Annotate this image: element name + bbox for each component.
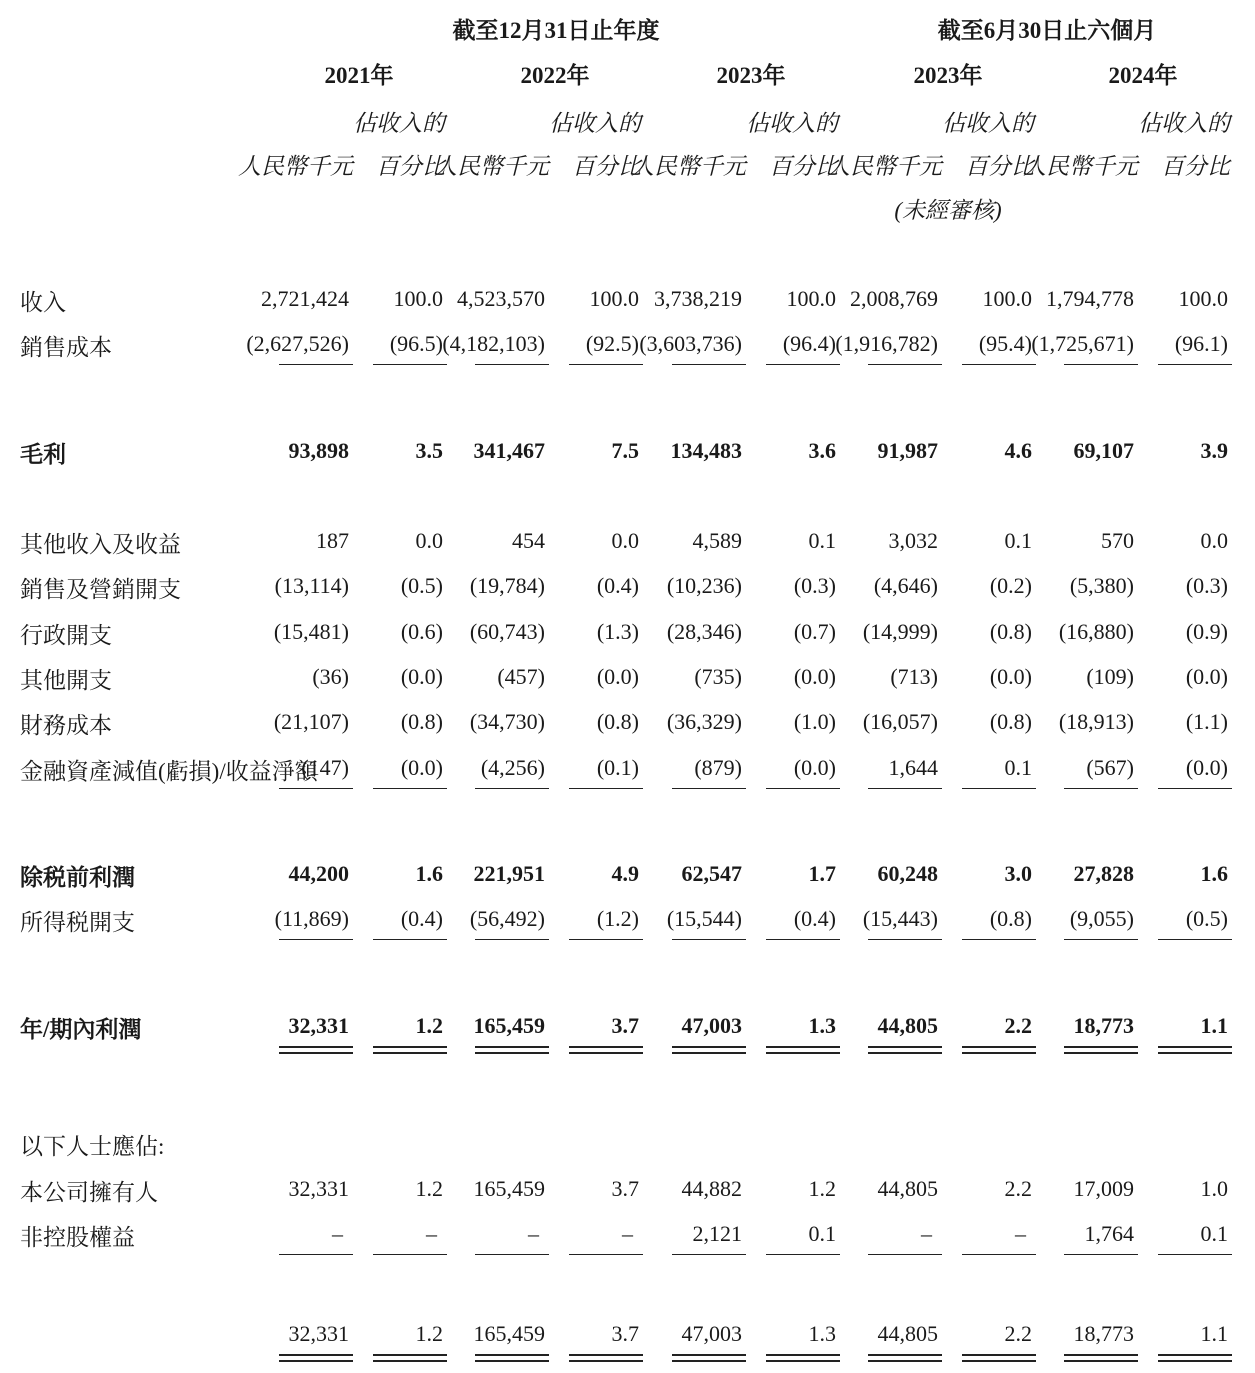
table-cell: 7.5 [611,438,639,463]
table-cell: 1.6 [415,861,443,886]
table-cell: 100.0 [393,286,443,311]
table-cell: (34,730) [469,709,545,734]
double-underline [373,1046,447,1054]
table-cell: (0.0) [400,664,443,689]
table-cell: (0.0) [400,755,443,780]
table-cell: (457) [497,664,545,689]
single-underline [962,939,1036,940]
table-cell: (0.1) [596,755,639,780]
table-cell: 0.0 [415,528,443,553]
single-underline [373,939,447,940]
table-cell: (95.4) [978,331,1032,356]
pct-header-line2: 百分比 [769,154,838,179]
table-cell: (0.3) [793,573,836,598]
single-underline [766,939,840,940]
unaudited-note: (未經審核) [894,198,1002,223]
single-underline [475,788,549,789]
double-underline [868,1354,942,1362]
table-cell: (0.4) [596,573,639,598]
table-cell: (16,057) [862,709,938,734]
table-cell: 2,008,769 [850,286,938,311]
table-cell: 341,467 [473,438,545,463]
double-underline [279,1354,353,1362]
table-cell: 2.2 [1004,1013,1032,1038]
single-underline [672,939,746,940]
table-cell: (0.0) [1185,755,1228,780]
single-underline [962,364,1036,365]
table-cell: (147) [301,755,349,780]
single-underline [475,1254,549,1255]
table-cell: (0.0) [1185,664,1228,689]
single-underline [672,364,746,365]
table-cell: 69,107 [1073,438,1134,463]
table-cell: (0.0) [989,664,1032,689]
table-cell: (879) [694,755,742,780]
table-cell: 17,009 [1073,1176,1134,1201]
header-six-month-period: 截至6月30日止六個月 [937,18,1157,43]
table-cell: (0.0) [596,664,639,689]
table-cell: (19,784) [469,573,545,598]
table-cell: (5,380) [1069,573,1134,598]
row-label: 銷售成本 [20,335,112,360]
table-cell: (0.2) [989,573,1032,598]
row-label: 財務成本 [20,713,112,738]
header-annual-period: 截至12月31日止年度 [452,18,660,43]
table-cell: (14,999) [862,619,938,644]
table-cell: – [528,1221,539,1246]
table-cell: (18,913) [1058,709,1134,734]
pct-header-line1: 佔收入的 [353,111,445,136]
table-cell: 0.0 [1200,528,1228,553]
pct-header-line2: 百分比 [1161,154,1230,179]
double-underline [475,1354,549,1362]
row-label: 以下人士應佔: [20,1134,165,1159]
table-cell: (1.1) [1185,709,1228,734]
table-cell: 1.7 [808,861,836,886]
single-underline [569,364,643,365]
table-cell: (4,646) [873,573,938,598]
table-cell: 1.3 [808,1321,836,1346]
amount-unit-header: 人民幣千元 [827,154,942,179]
table-cell: (3,603,736) [639,331,742,356]
single-underline [373,364,447,365]
table-cell: 62,547 [681,861,742,886]
table-cell: 187 [316,528,349,553]
table-cell: 100.0 [786,286,836,311]
single-underline [373,788,447,789]
single-underline [1064,364,1138,365]
table-cell: (21,107) [273,709,349,734]
double-underline [766,1046,840,1054]
table-cell: (109) [1086,664,1134,689]
double-underline [569,1354,643,1362]
double-underline [569,1046,643,1054]
table-cell: 134,483 [670,438,742,463]
table-cell: 1.2 [808,1176,836,1201]
double-underline [672,1046,746,1054]
table-cell: – [622,1221,633,1246]
single-underline [279,939,353,940]
table-cell: (0.3) [1185,573,1228,598]
table-cell: 3.5 [415,438,443,463]
table-cell: (13,114) [274,573,349,598]
table-cell: 3.7 [611,1321,639,1346]
table-cell: 2.2 [1004,1176,1032,1201]
table-cell: (4,182,103) [442,331,545,356]
double-underline [868,1046,942,1054]
row-label: 除税前利潤 [20,865,135,890]
table-cell: 0.0 [611,528,639,553]
single-underline [868,1254,942,1255]
double-underline [1158,1354,1232,1362]
table-cell: (16,880) [1058,619,1134,644]
table-cell: (0.5) [1185,906,1228,931]
table-cell: (0.6) [400,619,443,644]
table-cell: (2,627,526) [246,331,349,356]
table-cell: 221,951 [473,861,545,886]
double-underline [475,1046,549,1054]
table-cell: (96.1) [1174,331,1228,356]
table-cell: (9,055) [1069,906,1134,931]
table-cell: 4.6 [1004,438,1032,463]
table-cell: (36) [312,664,349,689]
single-underline [766,364,840,365]
pct-header-line1: 佔收入的 [942,111,1034,136]
table-cell: 1.3 [808,1013,836,1038]
single-underline [1158,788,1232,789]
single-underline [868,788,942,789]
table-cell: 3.6 [808,438,836,463]
double-underline [962,1354,1036,1362]
table-cell: 4,589 [692,528,742,553]
table-cell: (15,481) [273,619,349,644]
table-cell: (36,329) [666,709,742,734]
table-cell: 47,003 [681,1321,742,1346]
table-cell: (0.4) [400,906,443,931]
double-underline [373,1354,447,1362]
table-cell: 1.1 [1200,1013,1228,1038]
table-cell: 1.2 [415,1013,443,1038]
pct-header-line1: 佔收入的 [1138,111,1230,136]
table-cell: (0.4) [793,906,836,931]
single-underline [672,788,746,789]
table-cell: 165,459 [473,1321,545,1346]
table-cell: 27,828 [1073,861,1134,886]
table-cell: – [1015,1221,1026,1246]
table-cell: (56,492) [469,906,545,931]
table-cell: 60,248 [877,861,938,886]
double-underline [766,1354,840,1362]
table-cell: (735) [694,664,742,689]
table-cell: (15,443) [862,906,938,931]
single-underline [1064,939,1138,940]
double-underline [1064,1354,1138,1362]
table-cell: (0.9) [1185,619,1228,644]
table-cell: (60,743) [469,619,545,644]
table-cell: (0.8) [989,709,1032,734]
table-cell: 1.6 [1200,861,1228,886]
table-cell: 1.0 [1200,1176,1228,1201]
row-label: 金融資產減值(虧損)/收益淨額 [20,759,318,784]
table-cell: – [332,1221,343,1246]
table-cell: 91,987 [877,438,938,463]
table-cell: (0.8) [400,709,443,734]
table-cell: 0.1 [808,528,836,553]
single-underline [672,1254,746,1255]
table-cell: 0.1 [1004,755,1032,780]
table-cell: 100.0 [982,286,1032,311]
table-cell: 18,773 [1073,1321,1134,1346]
pct-header-line2: 百分比 [376,154,445,179]
table-cell: 165,459 [473,1013,545,1038]
row-label: 所得税開支 [20,910,135,935]
single-underline [475,939,549,940]
table-cell: 93,898 [288,438,349,463]
year-header-y2023-h1: 2023年 [913,63,983,88]
table-cell: (96.4) [782,331,836,356]
single-underline [962,1254,1036,1255]
double-underline [1064,1046,1138,1054]
table-cell: (15,544) [666,906,742,931]
table-cell: 3,032 [888,528,938,553]
pct-header-line1: 佔收入的 [549,111,641,136]
table-cell: 32,331 [288,1321,349,1346]
table-cell: 2,121 [692,1221,742,1246]
single-underline [475,364,549,365]
year-header-y2024-h1: 2024年 [1108,63,1178,88]
table-cell: – [921,1221,932,1246]
double-underline [962,1046,1036,1054]
single-underline [868,939,942,940]
single-underline [868,364,942,365]
table-cell: 1,644 [888,755,938,780]
table-cell: 4,523,570 [457,286,545,311]
row-label: 其他開支 [20,668,112,693]
single-underline [569,788,643,789]
table-cell: 0.1 [1200,1221,1228,1246]
table-cell: 570 [1101,528,1134,553]
row-label: 非控股權益 [20,1225,135,1250]
year-header-y2022: 2022年 [520,63,590,88]
table-cell: 4.9 [611,861,639,886]
single-underline [766,788,840,789]
table-cell: 44,805 [877,1321,938,1346]
table-cell: 3,738,219 [654,286,742,311]
row-label: 收入 [20,290,66,315]
year-header-y2023: 2023年 [716,63,786,88]
row-label: 其他收入及收益 [20,532,181,557]
single-underline [569,1254,643,1255]
single-underline [1064,788,1138,789]
double-underline [279,1046,353,1054]
table-cell: (0.0) [793,755,836,780]
table-cell: (1,916,782) [835,331,938,356]
table-cell: (92.5) [585,331,639,356]
single-underline [766,1254,840,1255]
single-underline [1158,939,1232,940]
row-label: 行政開支 [20,623,112,648]
table-cell: 2,721,424 [261,286,349,311]
table-cell: (1,725,671) [1031,331,1134,356]
row-label: 年/期內利潤 [20,1017,142,1042]
table-cell: (0.8) [596,709,639,734]
single-underline [373,1254,447,1255]
table-cell: 0.1 [1004,528,1032,553]
table-cell: 100.0 [589,286,639,311]
table-cell: 1.1 [1200,1321,1228,1346]
row-label: 本公司擁有人 [20,1180,158,1205]
single-underline [1158,364,1232,365]
table-cell: 18,773 [1073,1013,1134,1038]
table-cell: 454 [512,528,545,553]
table-cell: (0.7) [793,619,836,644]
single-underline [1064,1254,1138,1255]
double-underline [672,1354,746,1362]
table-cell: (0.0) [793,664,836,689]
table-cell: 2.2 [1004,1321,1032,1346]
table-cell: – [426,1221,437,1246]
table-cell: 0.1 [808,1221,836,1246]
table-cell: (1.0) [793,709,836,734]
table-cell: 100.0 [1178,286,1228,311]
single-underline [569,939,643,940]
table-cell: (11,869) [274,906,349,931]
amount-unit-header: 人民幣千元 [434,154,549,179]
table-cell: 44,200 [288,861,349,886]
pct-header-line2: 百分比 [572,154,641,179]
single-underline [962,788,1036,789]
table-cell: 44,805 [877,1176,938,1201]
year-header-y2021: 2021年 [324,63,394,88]
table-cell: (96.5) [389,331,443,356]
table-cell: 3.7 [611,1176,639,1201]
amount-unit-header: 人民幣千元 [631,154,746,179]
amount-unit-header: 人民幣千元 [238,154,353,179]
table-cell: 1.2 [415,1176,443,1201]
table-cell: (0.5) [400,573,443,598]
table-cell: 3.0 [1004,861,1032,886]
table-cell: 3.7 [611,1013,639,1038]
single-underline [279,788,353,789]
table-cell: 44,805 [877,1013,938,1038]
pct-header-line1: 佔收入的 [746,111,838,136]
amount-unit-header: 人民幣千元 [1023,154,1138,179]
table-cell: (0.8) [989,619,1032,644]
table-cell: 165,459 [473,1176,545,1201]
row-label: 銷售及營銷開支 [20,577,181,602]
table-cell: 44,882 [681,1176,742,1201]
table-cell: (4,256) [480,755,545,780]
table-cell: 3.9 [1200,438,1228,463]
table-cell: (28,346) [666,619,742,644]
table-cell: 1,794,778 [1046,286,1134,311]
table-cell: 1.2 [415,1321,443,1346]
table-cell: 32,331 [288,1013,349,1038]
pct-header-line2: 百分比 [965,154,1034,179]
table-cell: (1.3) [596,619,639,644]
single-underline [279,364,353,365]
double-underline [1158,1046,1232,1054]
single-underline [1158,1254,1232,1255]
table-cell: (1.2) [596,906,639,931]
table-cell: (0.8) [989,906,1032,931]
table-cell: (567) [1086,755,1134,780]
table-cell: 1,764 [1084,1221,1134,1246]
table-cell: 32,331 [288,1176,349,1201]
row-label: 毛利 [20,442,66,467]
table-cell: (713) [890,664,938,689]
single-underline [279,1254,353,1255]
table-cell: 47,003 [681,1013,742,1038]
table-cell: (10,236) [666,573,742,598]
